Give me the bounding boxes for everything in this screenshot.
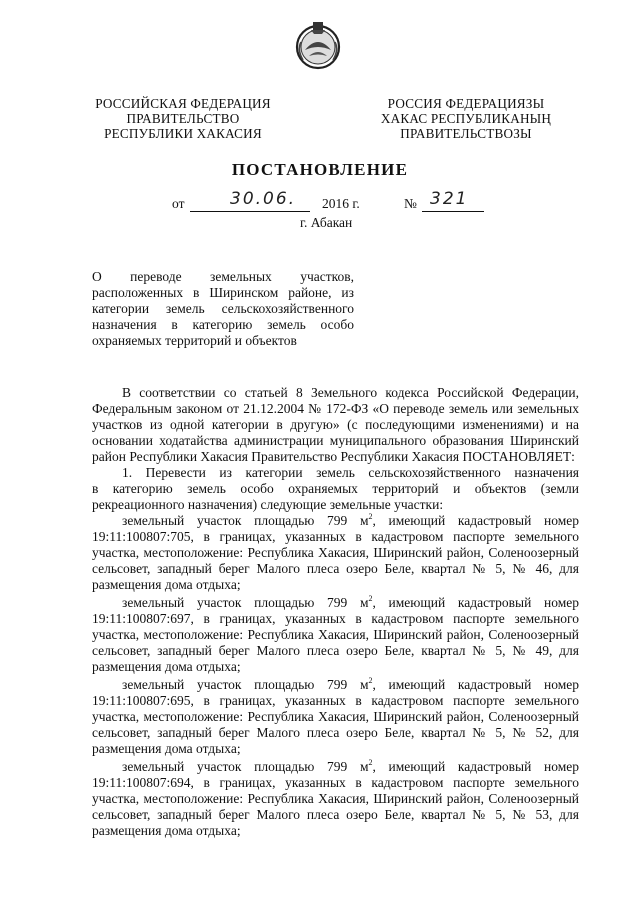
subject-block <box>92 269 354 349</box>
parcel-tail: , имеющий кадастровый номер <box>372 513 579 528</box>
parcel-item <box>92 513 579 593</box>
parcel-line: участка, местоположение: Республика Хакасия, Ширинский район, Соленоозерный <box>92 791 579 806</box>
parcel-tail: , имеющий кадастровый номер <box>372 759 579 774</box>
parcel-line: 19:11:100807:695, в границах, указанных в кадастровом паспорте земельного <box>92 693 579 708</box>
parcel-line: размещения дома отдыха; <box>92 741 241 756</box>
header-left-line: РЕСПУБЛИКИ ХАКАСИЯ <box>104 126 262 141</box>
parcel-line: размещения дома отдыха; <box>92 577 241 592</box>
parcel-line: сельсовет, западный берег Малого плеса озеро Беле, квартал № 5, № 53, для <box>92 807 579 822</box>
parcel-line: участка, местоположение: Республика Хакасия, Ширинский район, Соленоозерный <box>92 545 579 560</box>
document-title: ПОСТАНОВЛЕНИЕ <box>231 160 409 179</box>
parcel-line: 19:11:100807:697, в границах, указанных в кадастровом паспорте земельного <box>92 611 579 626</box>
coat-of-arms-emblem <box>293 20 343 72</box>
subject-line: назначения в категорию земель особо <box>92 317 354 332</box>
subject-line: О переводе земельных участков, <box>92 269 354 284</box>
header-left-block <box>88 96 278 141</box>
date-underline <box>190 211 310 212</box>
subject-line: категории земель сельскохозяйственного <box>92 301 354 316</box>
header-left-line: РОССИЙСКАЯ ФЕДЕРАЦИЯ <box>95 96 271 111</box>
point-line: рекреационного назначения) следующие земельные участки: <box>92 497 444 512</box>
parcel-line: участка, местоположение: Республика Хакасия, Ширинский район, Соленоозерный <box>92 709 579 724</box>
header-left-line: ПРАВИТЕЛЬСТВО <box>126 111 240 126</box>
parcel-lead: земельный участок площадью 799 м <box>122 759 369 774</box>
handwritten-date: 30.06. <box>230 189 297 209</box>
subject-line: охраняемых территорий и объектов <box>92 333 297 348</box>
area-unit-sup: 2 <box>368 512 373 521</box>
city-name: г. Абакан <box>300 215 353 230</box>
parcel-item <box>92 677 579 757</box>
parcel-first-line <box>92 677 579 693</box>
date-from-label: от <box>172 196 185 211</box>
parcel-line: участка, местоположение: Республика Хакасия, Ширинский район, Соленоозерный <box>92 627 579 642</box>
body-line: участков из одной категории в другую» (с последующими изменениями) и на <box>92 417 579 432</box>
header-right-line: ПРАВИТЕЛЬСТВОЗЫ <box>400 126 532 141</box>
point-line: 1. Перевести из категории земель сельскохозяйственного назначения <box>122 465 579 480</box>
parcel-tail: , имеющий кадастровый номер <box>372 595 579 610</box>
parcel-lead: земельный участок площадью 799 м <box>122 677 369 692</box>
area-unit-sup: 2 <box>368 594 373 603</box>
parcel-first-line <box>92 759 579 775</box>
parcel-list <box>92 513 579 839</box>
header-right-line: ХАКАС РЕСПУБЛИКАНЫҢ <box>380 111 552 126</box>
point-line: в категорию земель особо охраняемых территорий и объектов (земли <box>92 481 579 496</box>
parcel-tail: , имеющий кадастровый номер <box>372 677 579 692</box>
body-line: В соответствии со статьей 8 Земельного кодекса Российской Федерации, <box>122 385 579 400</box>
body-line: Федеральным законом от 21.12.2004 № 172-ФЗ «О переводе земель или земельных <box>92 401 579 416</box>
area-unit-sup: 2 <box>368 758 373 767</box>
subject-line: расположенных в Ширинском районе, из <box>92 285 354 300</box>
parcel-lead: земельный участок площадью 799 м <box>122 595 369 610</box>
number-label: № <box>404 196 417 211</box>
parcel-lead: земельный участок площадью 799 м <box>122 513 369 528</box>
parcel-line: размещения дома отдыха; <box>92 823 241 838</box>
header-right-line: РОССИЯ ФЕДЕРАЦИЯЗЫ <box>387 96 545 111</box>
parcel-line: сельсовет, западный берег Малого плеса озеро Беле, квартал № 5, № 49, для <box>92 643 579 658</box>
body-line: основании ходатайства администрации муниципального образования Ширинский <box>92 433 579 448</box>
parcel-first-line <box>92 595 579 611</box>
number-underline <box>422 211 484 212</box>
parcel-line: сельсовет, западный берег Малого плеса озеро Беле, квартал № 5, № 46, для <box>92 561 579 576</box>
date-number-line <box>172 189 492 214</box>
document-body <box>92 385 579 839</box>
handwritten-number: 321 <box>430 189 469 209</box>
area-unit-sup: 2 <box>368 676 373 685</box>
parcel-first-line <box>92 513 579 529</box>
parcel-item <box>92 759 579 839</box>
parcel-item <box>92 595 579 675</box>
header-right-block <box>368 96 564 141</box>
parcel-line: сельсовет, западный берег Малого плеса озеро Беле, квартал № 5, № 52, для <box>92 725 579 740</box>
parcel-line: размещения дома отдыха; <box>92 659 241 674</box>
year-label: 2016 г. <box>322 196 360 211</box>
parcel-line: 19:11:100807:694, в границах, указанных в кадастровом паспорте земельного <box>92 775 579 790</box>
parcel-line: 19:11:100807:705, в границах, указанных в кадастровом паспорте земельного <box>92 529 579 544</box>
body-line: район Республики Хакасия Правительство Республики Хакасия ПОСТАНОВЛЯЕТ: <box>92 449 575 464</box>
